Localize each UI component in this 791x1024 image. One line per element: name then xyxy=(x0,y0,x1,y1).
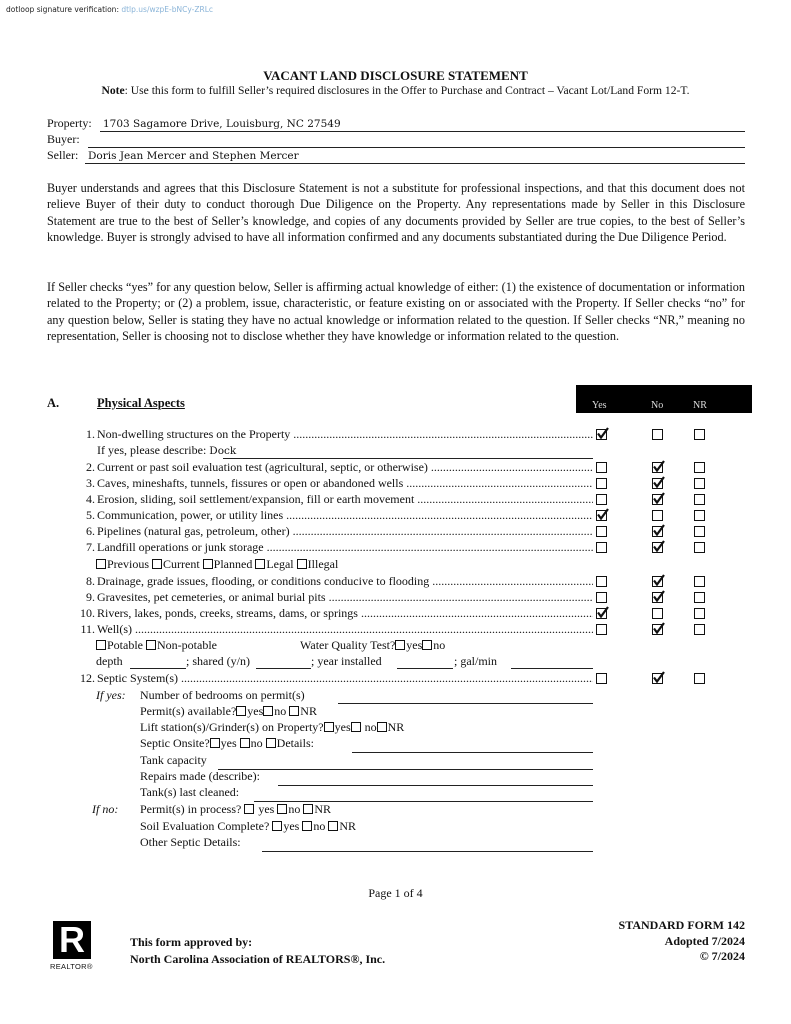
q7-legal-label: Legal xyxy=(266,557,294,571)
septic-onsite-yes-checkbox[interactable] xyxy=(210,738,220,748)
water-quality-label: Water Quality Test? xyxy=(300,638,396,652)
seller-input[interactable] xyxy=(85,149,745,164)
q1-describe-text: If yes, please describe: xyxy=(97,443,207,457)
q7-previous-checkbox[interactable] xyxy=(96,559,106,569)
q7-legal-checkbox[interactable] xyxy=(255,559,265,569)
section-letter: A. xyxy=(47,396,60,410)
disclaimer-paragraph: Buyer understands and agrees that this Disclosure Statement is not a substitute for professional inspections, and that this document does not relieve Buyer of their duty to conduct thorough Due Diligence on the Property. Any representations made by Seller in this Disclosure Statement are true to the best of Seller’s knowledge, and copies of any documents provided by Seller are true copies, to the best of Seller’s knowledge. Buyer is strongly advised to have all information confirmed and any documents substantiated during the Due Diligence Period. xyxy=(47,181,745,244)
checkmark-icon xyxy=(596,508,609,521)
yes-label: yes xyxy=(283,819,300,833)
water-test-no-label: no xyxy=(433,638,446,652)
water-test-no-checkbox[interactable] xyxy=(422,640,432,650)
buyer-label: Buyer: xyxy=(47,132,80,146)
if-yes-text: If yes xyxy=(96,688,122,702)
yes-label: yes xyxy=(220,736,237,750)
lift-station-row xyxy=(140,720,404,735)
q10-nr-checkbox[interactable] xyxy=(694,608,705,619)
q6-yes-checkbox[interactable] xyxy=(596,526,607,537)
permits-in-process-row xyxy=(140,802,331,817)
question-text: Well(s) ..... xyxy=(97,622,593,637)
q7-nr-checkbox[interactable] xyxy=(694,542,705,553)
non-potable-label: Non-potable xyxy=(157,638,217,652)
q5-no-checkbox[interactable] xyxy=(652,510,663,521)
well-shared-label: ; shared (y/n) xyxy=(186,654,250,668)
question-number: 8. xyxy=(86,574,95,588)
question-text: Pipelines (natural gas, petroleum, other) ..... xyxy=(97,524,593,539)
q7-no-checkbox[interactable] xyxy=(652,542,663,553)
lift-station-label: Lift station(s)/Grinder(s) on Property? xyxy=(140,720,324,734)
q3-yes-checkbox[interactable] xyxy=(596,478,607,489)
permits-available-nr-checkbox[interactable] xyxy=(289,706,299,716)
q11-nr-checkbox[interactable] xyxy=(694,624,705,635)
no-label: no xyxy=(250,736,263,750)
soil-eval-yes-checkbox[interactable] xyxy=(272,821,282,831)
nr-label: NR xyxy=(387,720,405,734)
q1-no-checkbox[interactable] xyxy=(652,429,663,440)
yes-label: yes xyxy=(247,704,264,718)
q1-describe-value: Dock xyxy=(209,445,237,457)
no-label: no xyxy=(313,819,326,833)
q2-nr-checkbox[interactable] xyxy=(694,462,705,473)
note-label: Note xyxy=(101,84,125,97)
question-row xyxy=(75,590,593,605)
checkmark-icon xyxy=(652,460,665,473)
last-cleaned-label: Tank(s) last cleaned: xyxy=(140,785,240,799)
well-depth-input[interactable] xyxy=(130,668,186,669)
permits-in-process-yes-checkbox[interactable] xyxy=(244,804,254,814)
q8-yes-checkbox[interactable] xyxy=(596,576,607,587)
q12-no-checkbox[interactable] xyxy=(652,673,663,684)
water-test-yes-label: yes xyxy=(406,638,423,652)
potable-label: Potable xyxy=(107,638,143,652)
column-no: No xyxy=(651,400,664,411)
q11-options xyxy=(96,638,217,653)
permits-in-process-no-checkbox[interactable] xyxy=(277,804,287,814)
question-row xyxy=(75,492,593,507)
verification-label: dotloop signature verification: xyxy=(6,5,119,14)
q9-no-checkbox[interactable] xyxy=(652,592,663,603)
q4-yes-checkbox[interactable] xyxy=(596,494,607,505)
q7-current-label: Current xyxy=(163,557,200,571)
q10-yes-checkbox[interactable] xyxy=(596,608,607,619)
well-year-input[interactable] xyxy=(397,668,453,669)
tank-capacity-label: Tank capacity xyxy=(140,753,207,767)
property-label: Property: xyxy=(47,116,92,130)
nr-label: NR xyxy=(300,704,317,718)
copyright: © 7/2024 xyxy=(699,949,745,963)
soil-eval-no-checkbox[interactable] xyxy=(302,821,312,831)
soil-eval-row xyxy=(140,819,356,834)
question-number: 7. xyxy=(86,540,95,554)
q1-describe-label xyxy=(97,443,236,458)
q8-no-checkbox[interactable] xyxy=(652,576,663,587)
question-text: Gravesites, pet cemeteries, or animal burial pits ..... xyxy=(97,590,593,605)
septic-onsite-no-checkbox[interactable] xyxy=(240,738,250,748)
question-text: Drainage, grade issues, flooding, or conditions conducive to flooding ..... xyxy=(97,574,593,589)
other-septic-label: Other Septic Details: xyxy=(140,835,241,849)
q2-yes-checkbox[interactable] xyxy=(596,462,607,473)
question-number: 2. xyxy=(86,460,95,474)
checkmark-icon xyxy=(652,671,665,684)
column-nr: NR xyxy=(693,400,707,411)
question-row xyxy=(75,622,593,637)
bedrooms-input[interactable] xyxy=(338,703,593,704)
q12-yes-checkbox[interactable] xyxy=(596,673,607,684)
permits-in-process-label: Permit(s) in process? xyxy=(140,802,242,816)
soil-eval-nr-checkbox[interactable] xyxy=(328,821,338,831)
non-potable-checkbox[interactable] xyxy=(146,640,156,650)
q1-describe-input[interactable] xyxy=(223,458,593,459)
nr-label: NR xyxy=(314,802,331,816)
septic-if-no-label: If no: xyxy=(92,802,119,816)
form-number: STANDARD FORM 142 xyxy=(618,918,745,932)
checkbox-meaning-paragraph: If Seller checks “yes” for any question below, Seller is affirming actual knowledge of either: (1) the existence of documentation or information related to the Property; or (2) a problem, issue, characteristic, or feature existing on or associated with the Property. If Seller checks “no” for any question below, Seller is stating they have no actual knowledge or information related to the question. If Seller checks “NR,” meaning no representation, Seller is choosing not to disclose whether they have knowledge or information related to the question. xyxy=(47,280,745,343)
association-name: North Carolina Association of REALTORS®, Inc. xyxy=(130,952,386,966)
question-number: 10. xyxy=(80,606,95,620)
permits-available-row xyxy=(140,704,317,719)
checkmark-icon xyxy=(652,590,665,603)
checkmark-icon xyxy=(596,427,609,440)
q11-yes-checkbox[interactable] xyxy=(596,624,607,635)
question-text: Erosion, sliding, soil settlement/expansion, fill or earth movement ..... xyxy=(97,492,593,507)
q8-nr-checkbox[interactable] xyxy=(694,576,705,587)
property-field xyxy=(47,116,745,132)
q10-no-checkbox[interactable] xyxy=(652,608,663,619)
question-number: 11. xyxy=(80,622,95,636)
q9-yes-checkbox[interactable] xyxy=(596,592,607,603)
well-depth-label: depth xyxy=(96,654,123,668)
checkmark-icon xyxy=(652,540,665,553)
tank-capacity-input[interactable] xyxy=(218,769,593,770)
column-yes: Yes xyxy=(592,400,607,411)
septic-if-yes-label: If yes: xyxy=(96,688,126,702)
q1-nr-checkbox[interactable] xyxy=(694,429,705,440)
q12-nr-checkbox[interactable] xyxy=(694,673,705,684)
q4-nr-checkbox[interactable] xyxy=(694,494,705,505)
seller-label: Seller: xyxy=(47,148,79,162)
other-septic-input[interactable] xyxy=(262,851,593,852)
question-row xyxy=(75,460,593,475)
q3-no-checkbox[interactable] xyxy=(652,478,663,489)
question-row xyxy=(75,427,593,442)
details-label: Details: xyxy=(276,736,314,750)
repairs-label: Repairs made (describe): xyxy=(140,769,260,783)
repairs-input[interactable] xyxy=(278,785,593,786)
realtor-logo-icon xyxy=(53,921,91,959)
q3-nr-checkbox[interactable] xyxy=(694,478,705,489)
question-text: Septic System(s) ..... xyxy=(97,671,593,686)
q5-yes-checkbox[interactable] xyxy=(596,510,607,521)
no-label: no xyxy=(288,802,301,816)
water-quality-test xyxy=(300,638,445,653)
section-title: Physical Aspects xyxy=(97,396,185,410)
septic-onsite-label: Septic Onsite? xyxy=(140,736,210,750)
if-no-text: If no xyxy=(92,802,115,816)
nr-label: NR xyxy=(339,819,356,833)
permits-available-no-checkbox[interactable] xyxy=(263,706,273,716)
property-value: 1703 Sagamore Drive, Louisburg, NC 27549 xyxy=(103,118,341,130)
question-text: Rivers, lakes, ponds, creeks, streams, dams, or springs ..... xyxy=(97,606,593,621)
form-info xyxy=(619,918,745,965)
q1-yes-checkbox[interactable] xyxy=(596,429,607,440)
seller-value: Doris Jean Mercer and Stephen Mercer xyxy=(88,150,299,162)
question-row xyxy=(75,540,593,555)
lift-station-nr-checkbox[interactable] xyxy=(377,722,387,732)
q7-options xyxy=(96,557,338,572)
logo-letter: R xyxy=(59,919,85,960)
lift-station-yes-checkbox[interactable] xyxy=(324,722,334,732)
yes-label: yes xyxy=(258,802,275,816)
question-number: 4. xyxy=(86,492,95,506)
well-year-label: ; year installed xyxy=(311,654,382,668)
q7-illegal-label: Illegal xyxy=(307,557,339,571)
question-row xyxy=(75,524,593,539)
soil-eval-label: Soil Evaluation Complete? xyxy=(140,819,270,833)
q7-current-checkbox[interactable] xyxy=(152,559,162,569)
q7-yes-checkbox[interactable] xyxy=(596,542,607,553)
well-galmin-input[interactable] xyxy=(511,668,593,669)
property-input[interactable] xyxy=(100,117,745,132)
yes-label: yes xyxy=(334,720,351,734)
note-text: : Use this form to fulfill Seller’s required disclosures in the Offer to Purchase and Contract – Vacant Lot/Land Form 12-T. xyxy=(124,84,690,97)
question-row xyxy=(75,574,593,589)
checkmark-icon xyxy=(652,574,665,587)
checkmark-icon xyxy=(652,622,665,635)
no-label: no xyxy=(274,704,287,718)
page-number: Page 1 of 4 xyxy=(368,886,423,900)
question-number: 5. xyxy=(86,508,95,522)
septic-details-input[interactable] xyxy=(352,752,593,753)
septic-onsite-details-checkbox[interactable] xyxy=(266,738,276,748)
permits-available-label: Permit(s) available? xyxy=(140,704,237,718)
question-number: 3. xyxy=(86,476,95,490)
q7-planned-label: Planned xyxy=(213,557,253,571)
water-test-yes-checkbox[interactable] xyxy=(395,640,405,650)
q6-nr-checkbox[interactable] xyxy=(694,526,705,537)
buyer-input[interactable] xyxy=(88,133,745,148)
q9-nr-checkbox[interactable] xyxy=(694,592,705,603)
permits-available-yes-checkbox[interactable] xyxy=(236,706,246,716)
q7-planned-checkbox[interactable] xyxy=(203,559,213,569)
question-row xyxy=(75,508,593,523)
question-text: Caves, mineshafts, tunnels, fissures or open or abandoned wells ..... xyxy=(97,476,593,491)
form-note xyxy=(0,84,791,97)
buyer-field xyxy=(47,132,745,148)
checkmark-icon xyxy=(652,492,665,505)
question-row xyxy=(75,606,593,621)
seller-field xyxy=(47,148,745,164)
lift-station-no-checkbox[interactable] xyxy=(351,722,361,732)
page-title: VACANT LAND DISCLOSURE STATEMENT xyxy=(263,68,528,83)
question-text: Communication, power, or utility lines ..... xyxy=(97,508,593,523)
approved-by: This form approved by: xyxy=(130,935,253,949)
question-number: 9. xyxy=(86,590,95,604)
question-text: Landfill operations or junk storage ..... xyxy=(97,540,593,555)
q6-no-checkbox[interactable] xyxy=(652,526,663,537)
signature-verification xyxy=(6,5,213,14)
well-galmin-label: ; gal/min xyxy=(454,654,497,668)
permits-in-process-nr-checkbox[interactable] xyxy=(303,804,313,814)
q7-previous-label: Previous xyxy=(107,557,149,571)
question-row xyxy=(75,476,593,491)
checkmark-icon xyxy=(596,606,609,619)
well-shared-input[interactable] xyxy=(256,668,311,669)
logo-text: REALTOR® xyxy=(50,962,93,971)
question-number: 12. xyxy=(80,671,95,685)
bedrooms-label: Number of bedrooms on permit(s) xyxy=(140,688,305,702)
no-label: no xyxy=(364,720,377,734)
q7-illegal-checkbox[interactable] xyxy=(297,559,307,569)
q11-no-checkbox[interactable] xyxy=(652,624,663,635)
q5-nr-checkbox[interactable] xyxy=(694,510,705,521)
question-text: Non-dwelling structures on the Property ..... xyxy=(97,427,593,442)
question-number: 6. xyxy=(86,524,95,538)
question-text: Current or past soil evaluation test (agricultural, septic, or otherwise) ..... xyxy=(97,460,593,475)
adopted-date: Adopted 7/2024 xyxy=(664,933,745,948)
potable-checkbox[interactable] xyxy=(96,640,106,650)
question-row xyxy=(75,671,593,686)
checkmark-icon xyxy=(652,476,665,489)
verification-link[interactable]: dtlp.us/wzpE-bNCy-ZRLc xyxy=(121,5,214,14)
checkmark-icon xyxy=(652,524,665,537)
approval-block xyxy=(130,934,385,968)
septic-onsite-row xyxy=(140,736,314,751)
question-number: 1. xyxy=(86,427,95,441)
q4-no-checkbox[interactable] xyxy=(652,494,663,505)
q2-no-checkbox[interactable] xyxy=(652,462,663,473)
